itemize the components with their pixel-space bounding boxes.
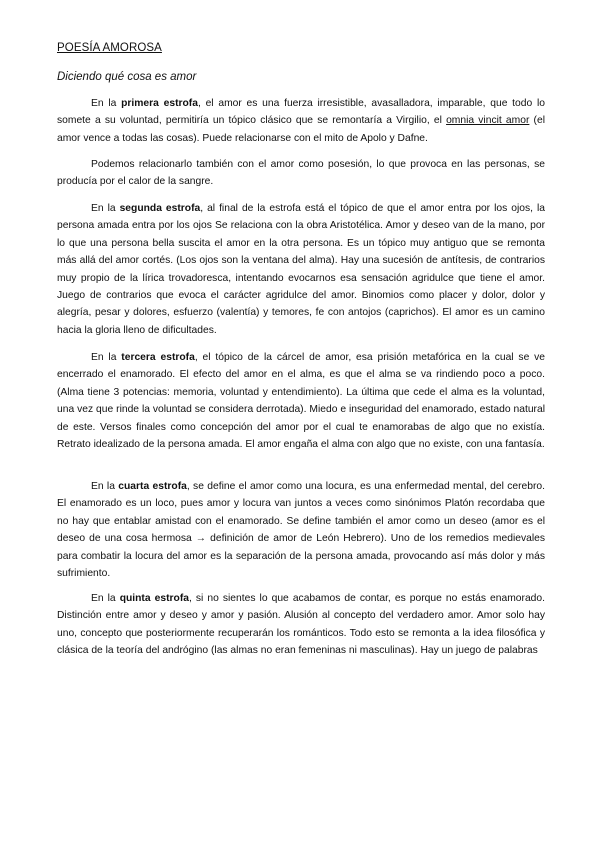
paragraph-posesion: Podemos relacionarlo también con el amor como posesión, lo que provoca en las personas, se producía por el calor de la sangre. — [57, 159, 545, 188]
paragraph-primera-estrofa: En la primera estrofa, el amor es una fuerza irresistible, avasalladora, imparable, que todo lo somete a su voluntad, permitiría un tópico clásico que se remontaría a Virgilio, el omnia vincit amor (el amor vence a todas las cosas). Puede relacionarse con el mito de Apolo y Dafne. — [57, 98, 545, 144]
document-heading: POESÍA AMOROSA — [57, 42, 162, 54]
bold-term: tercera estrofa — [121, 352, 195, 363]
paragraph-cuarta-estrofa: En la cuarta estrofa, se define el amor como una locura, es una enfermedad mental, del cerebro. El enamorado es un loco, pues amor y locura van juntos a veces como sinónimos Platón recordaba que no hay que entablar amistad con el enamorado. Se define también el amor como un deseo (amor es el deseo de una cosa hermosa → definición de amor de León Hebrero). Uno de los remedios medievales para combatir la locura del amor es la separación de la persona amada, provocando así más dolor y más sufrimiento. — [57, 481, 545, 580]
bold-term: primera estrofa — [121, 98, 198, 109]
paragraph-segunda-estrofa: En la segunda estrofa, al final de la estrofa está el tópico de que el amor entra por los ojos, la persona amada entra por los ojos Se relaciona con la obra Aristotélica. Amor y deseo van de la mano, por lo que una persona bella suscita el amor en la otra persona. Es un tópico muy antiguo que se remonta más allá del amor cortés. (Los ojos son la ventana del alma). Hay una sucesión de antítesis, de contrarios muy propio de la lírica trovadoresca, intentando evocarnos esa sensación agridulce que tiene el amor. Juego de contrarios que evoca el carácter agridulce del amor. Binomios como placer y dolor, dolor y alegría, pesar y dolores, esfuerzo (valentía) y temores, fe con antojos (caprichos). El amor es un camino hacia la gloria lleno de dificultades. — [57, 203, 545, 336]
underlined-term: omnia vincit amor — [446, 115, 530, 127]
paragraph-tercera-estrofa: En la tercera estrofa, el tópico de la cárcel de amor, esa prisión metafórica en la cual se ve encerrado el enamorado. El efecto del amor en el alma, es que el alma se va rindiendo poco a poco. (Alma tiene 3 potencias: memoria, voluntad y entendimiento). La última que cede el alma es la voluntad, una vez que rinde la voluntad se considera derrotada). Miedo e inseguridad del enamorado, estado natural de este. Versos finales como concepción del amor por el cual te enamorabas de algo que no existía. Retrato idealizado de la persona amada. El amor engaña el alma con algo que no existe, con una fantasía. — [57, 352, 546, 451]
paragraph-quinta-estrofa: En la quinta estrofa, si no sientes lo que acabamos de contar, es porque no estás enamorado. Distinción entre amor y deseo y amor y pasión. Alusión al concepto del verdadero amor. Amor solo hay uno, concepto que posteriormente recuperarán los románticos. Todo esto se remonta a la idea filosófica y clásica de la teoría del andrógino (las almas no eran femeninas ni masculinas). Hay un juego de palabras — [57, 593, 545, 657]
bold-term: quinta estrofa — [119, 593, 189, 604]
document-subtitle: Diciendo qué cosa es amor — [57, 71, 197, 83]
bold-term: segunda estrofa — [119, 203, 201, 214]
bold-term: cuarta estrofa — [118, 481, 187, 492]
